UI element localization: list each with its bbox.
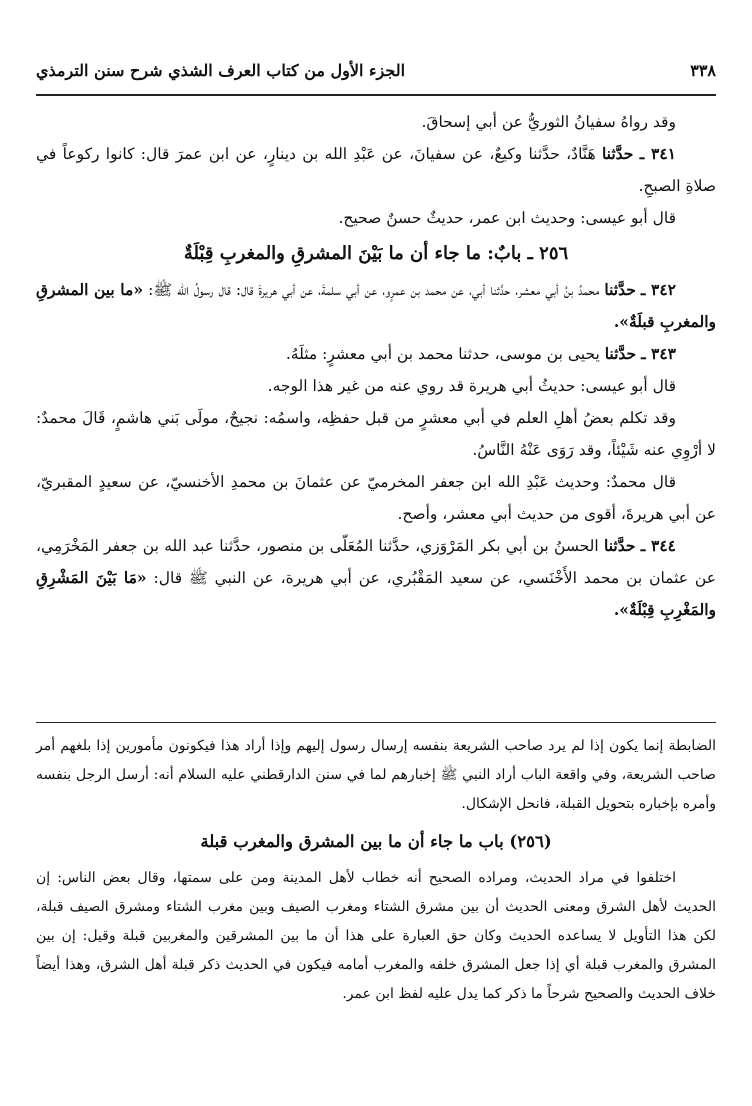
paragraph-muhammad: قال محمدٌ: وحديث عَبْدِ الله ابن جعفر المخرميّ عن عثمانَ بن محمدِ الأخنسيّ، عن سعيدٍ المقبريّ، عن أبي هريرةَ، أقوى من حديث أبي معشر، وأصح. bbox=[36, 473, 716, 523]
hadith-text: محمدُ بنُ أبي معشر، حدَّثنا أبي، عن محمد بن عمرٍو، عن أبي سلمةَ، عن أبي هريرةَ قال: قال رسولُ الله ﷺ: bbox=[148, 281, 600, 299]
footnote-continuation: الضابطة إنما يكون إذا لم يرد صاحب الشريعة بنفسه إرسال رسول إليهم وإذا أراد هذا فيكونون مأمورين إذا بلغهم أمر صاحب الشريعة، وفي واقعة الباب أراد النبي ﷺ إخبارهم لما في سنن الدارقطني عليه السلام أنه: أرسل الرجل بنفسه وأمره بإخباره بتحويل القبلة، فانحل الإشكال. bbox=[36, 738, 716, 812]
main-text bbox=[36, 106, 716, 626]
prophetic-quote: «مَا بَيْنَ المَشْرِقِ والمَغْرِبِ قِبْلَةٌ». bbox=[36, 568, 716, 619]
abu-isa-comment-341: قال أبو عيسى: وحديث ابن عمر، حديثٌ حسنٌ صحيح. bbox=[338, 209, 676, 227]
hadith-number: ٣٤٢ ـ bbox=[640, 280, 676, 299]
page-header bbox=[36, 52, 716, 88]
footnotes bbox=[36, 732, 716, 1009]
haddathana-label: حدَّثنا bbox=[603, 536, 636, 555]
footnote-separator bbox=[36, 722, 716, 723]
running-title: الجزء الأول من كتاب العرف الشذي شرح سنن الترمذي bbox=[36, 60, 406, 80]
hadith-344 bbox=[36, 530, 716, 626]
hadith-text: هَنَّادٌ، حدَّثنا وكيعٌ، عن سفيانَ، عن عَبْدِ الله بن دينارٍ، عن ابن عمرَ قال: كانوا ركوعاً في صلاةِ الصبحِ. bbox=[36, 145, 716, 195]
footnote-bab-heading: (٢٥٦) باب ما جاء أن ما بين المشرق والمغرب قبلة bbox=[200, 832, 552, 851]
hadith-number: ٣٤١ ـ bbox=[639, 144, 676, 163]
footnote-commentary: اختلفوا في مراد الحديث، ومراده الصحيح أنه خطاب لأهل المدينة ومن على سمتها، وقال بعض الناس: إن الحديث لأهل الشرق ومعنى الحديث أن بين مشرق الشتاء ومغرب الصيف وبين مغرب الشتاء ومشرق الصيف قبلة، لكن هذا التأويل لا يساعده الحديث وكان حق العبارة على هذا أن ما بين المشرقين والمغربين قبلة وقيل: إن بين المشرق والمغرب قبلة أي إذا جعل المشرق خلفه والمغرب أمامه فيكون في الحديث ذكر قبلة أهل الشرق، وهذا أيضاً خلاف الحديث والصحيح شرحاً ما ذكر كما يدل عليه لفظ ابن عمر. bbox=[36, 870, 716, 1002]
abu-isa-comment-343: قال أبو عيسى: حديثُ أبي هريرة قد روي عنه من غير هذا الوجه. bbox=[267, 377, 676, 395]
hadith-343 bbox=[36, 338, 716, 370]
haddathana-label: حدَّثنا bbox=[601, 144, 634, 163]
page-number: ٣٣٨ bbox=[690, 60, 716, 80]
header-rule bbox=[36, 94, 716, 96]
prophetic-quote: «ما بين المشرقِ والمغربِ قبلَةٌ». bbox=[36, 280, 716, 331]
paragraph-abu-mashar: وقد تكلم بعضُ أهلِ العلم في أبي معشرٍ من قبل حفظِه، واسمُه: نجيحٌ، مولَى بَني هاشمٍ، قَالَ محمدٌ: لا أرْوِي عنه شَيْئاً، وقد رَوَى عَنْهُ النَّاسُ. bbox=[36, 409, 716, 459]
haddathana-label: حدَّثنا bbox=[604, 280, 636, 299]
paragraph-riwayah: وقد رواهُ سفيانُ الثوريُّ عن أبي إسحاقَ. bbox=[421, 113, 676, 131]
hadith-text: يحيى بن موسى، حدثنا محمد بن أبي معشرٍ: مثلَهُ. bbox=[285, 345, 600, 363]
hadith-text: الحسنُ بن أبي بكر المَرْوَزي، حدَّثنا المُعَلّى بن منصور، حدَّثنا عبد الله بن جعفر المَخْرَمِي، عن عثمان بن محمد الأَخْنَسي، عن سعيد المَقْبُري، عن أبي هريرة، عن النبي ﷺ قال: bbox=[36, 537, 716, 587]
hadith-number: ٣٤٣ ـ bbox=[641, 344, 676, 363]
haddathana-label: حدَّثنا bbox=[604, 344, 637, 363]
hadith-341 bbox=[36, 138, 716, 202]
hadith-number: ٣٤٤ ـ bbox=[640, 536, 676, 555]
hadith-342 bbox=[36, 274, 716, 338]
bab-heading-256: ٢٥٦ ـ بابٌ: ما جاء أن ما بَيْنَ المشرقِ والمغربِ قِبْلَةٌ bbox=[183, 243, 569, 264]
